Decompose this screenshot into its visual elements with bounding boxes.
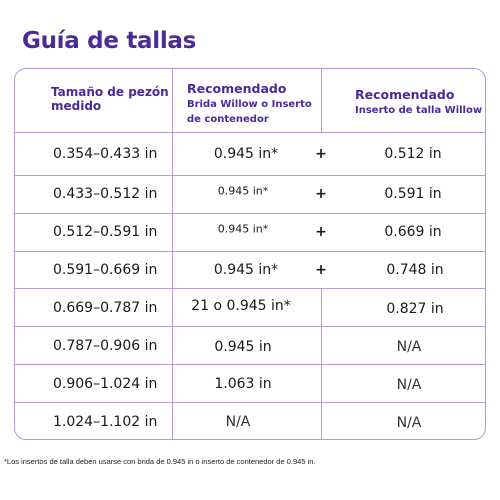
header-flange-sub: Brida Willow o Inserto de contenedor <box>187 99 312 125</box>
insert-cell: N/A <box>396 415 422 431</box>
plus-icon: + <box>315 262 327 278</box>
measured-size-cell: 0.433–0.512 in <box>53 186 158 202</box>
header-measured-size: Tamaño de pezón medido <box>51 85 169 114</box>
row-divider <box>15 213 485 214</box>
page-title: Guía de tallas <box>22 28 197 54</box>
measured-size-cell: 0.591–0.669 in <box>53 262 158 278</box>
flange-cell: 0.945 in* <box>217 184 269 198</box>
header-recommended-label: Recomendado <box>187 81 287 96</box>
flange-cell: 21 o 0.945 in* <box>191 298 291 314</box>
flange-cell: 1.063 in <box>214 376 272 392</box>
column-divider <box>321 288 322 439</box>
flange-cell: 0.945 in* <box>213 146 279 162</box>
size-guide-table <box>14 68 486 440</box>
plus-icon: + <box>315 186 327 202</box>
header-recommended-label: Recomendado <box>355 87 455 102</box>
measured-size-cell: 0.512–0.591 in <box>53 224 158 240</box>
row-divider <box>15 251 485 252</box>
row-divider <box>15 288 485 289</box>
measured-size-cell: 0.354–0.433 in <box>53 146 158 162</box>
plus-icon: + <box>315 146 327 162</box>
insert-cell: N/A <box>396 339 422 355</box>
plus-icon: + <box>315 224 327 240</box>
measured-size-cell: 0.906–1.024 in <box>53 376 158 392</box>
flange-cell: 0.945 in* <box>217 222 269 236</box>
row-divider <box>15 326 485 327</box>
insert-cell: N/A <box>396 377 422 393</box>
header-recommended-flange <box>187 81 327 127</box>
flange-cell: 0.945 in <box>214 339 272 355</box>
row-divider <box>15 175 485 176</box>
footnote: *Los insertos de talla deben usarse con brida de 0.945 in o inserto de contenedor de 0.945 in. <box>4 457 316 466</box>
insert-cell: 0.827 in <box>386 301 444 317</box>
insert-cell: 0.748 in <box>386 262 444 278</box>
row-divider <box>15 402 485 403</box>
flange-cell: 0.945 in* <box>213 262 279 278</box>
insert-cell: 0.669 in <box>384 224 442 240</box>
insert-cell: 0.591 in <box>384 186 442 202</box>
measured-size-cell: 0.787–0.906 in <box>53 338 158 354</box>
measured-size-cell: 1.024–1.102 in <box>53 414 158 430</box>
measured-size-cell: 0.669–0.787 in <box>53 300 158 316</box>
header-divider <box>15 132 485 133</box>
header-insert-sub: Inserto de talla Willow <box>355 105 483 116</box>
flange-cell: N/A <box>225 414 251 430</box>
header-recommended-insert <box>355 87 486 117</box>
column-divider <box>172 69 173 439</box>
insert-cell: 0.512 in <box>384 146 442 162</box>
row-divider <box>15 364 485 365</box>
